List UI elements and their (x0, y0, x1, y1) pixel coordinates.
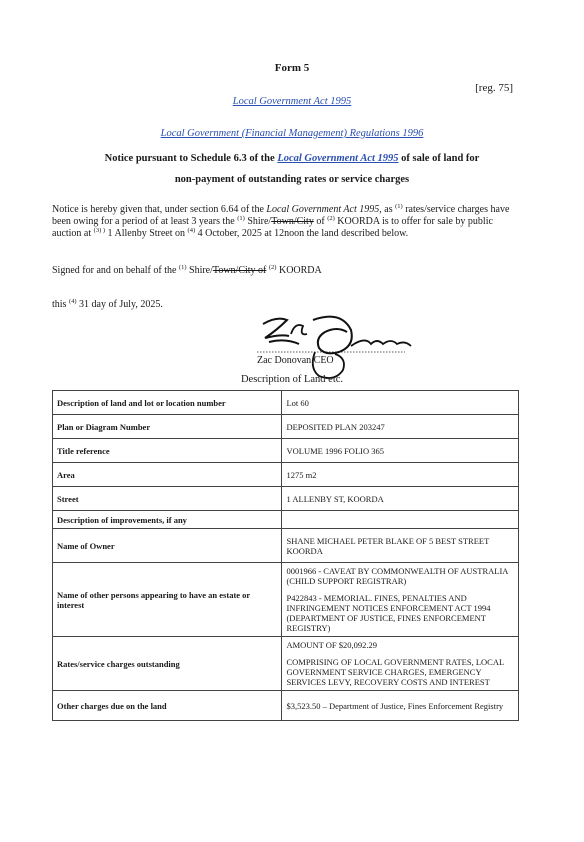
signatory-name: Zac Donovan CEO (257, 355, 334, 366)
row-value: 1 ALLENBY ST, KOORDA (282, 487, 519, 511)
heading-text: of sale of land for (398, 153, 480, 164)
row-label: Plan or Diagram Number (53, 415, 282, 439)
footnote-marker: (2) (327, 215, 335, 222)
handwritten-signature (255, 312, 415, 382)
footnote-marker: (3) ) (93, 227, 106, 234)
land-description-table (52, 390, 519, 721)
footnote-marker: (1) (237, 215, 245, 222)
row-label: Rates/service charges outstanding (53, 637, 282, 691)
row-label: Name of Owner (53, 529, 282, 563)
notice-paragraph: Notice is hereby given that, under section 6.64 of the Local Government Act 1995, as $^{(1)}$ rates/service charges have been owing for a period of at least 3 years the $^{(1)}$ Shire/Town/City of $^{(2)}$ KOORDA is to offer for sale by public auction at $^{(3) )}$ 1 Allenby Street on $^{(4)}$ 4 October, 2025 at 12noon the land described below. (52, 203, 510, 239)
table-row (53, 691, 519, 721)
charges-composition: COMPRISING OF LOCAL GOVERNMENT RATES, LOCAL GOVERNMENT SERVICE CHARGES, EMERGENCY SERVICES LEVY, RECOVERY COSTS AND INTEREST (286, 657, 504, 687)
row-value: DEPOSITED PLAN 203247 (282, 415, 519, 439)
amount-outstanding: AMOUNT OF $20,092.29 (286, 640, 377, 650)
date-line: this $^{(4)}$ 31 day of July, 2025. (52, 298, 163, 310)
row-value: SHANE MICHAEL PETER BLAKE OF 5 BEST STREET KOORDA (282, 529, 519, 563)
table-row (53, 511, 519, 529)
heading-act-link[interactable]: Local Government Act 1995 (277, 153, 399, 164)
row-value: 1275 m2 (282, 463, 519, 487)
row-label: Description of land and lot or location number (53, 391, 282, 415)
heading-text: Notice pursuant to Schedule 6.3 of the (104, 153, 278, 164)
row-label: Area (53, 463, 282, 487)
notice-heading-line2: non-payment of outstanding rates or service charges (174, 174, 410, 185)
row-label: Title reference (53, 439, 282, 463)
row-label: Street (53, 487, 282, 511)
table-row (53, 563, 519, 637)
table-row (53, 529, 519, 563)
footnote-marker: (1) (178, 264, 187, 271)
act-title-link[interactable]: Local Government Act 1995 (232, 96, 352, 107)
table-row (53, 415, 519, 439)
notice-heading-line1 (0, 153, 584, 164)
row-value (282, 637, 519, 691)
table-row (53, 487, 519, 511)
signed-on-behalf-line: Signed for and on behalf of the $^{(1)}$ Shire/Town/City of $^{(2)}$ KOORDA (52, 264, 322, 276)
regulation-reference: [reg. 75] (475, 82, 513, 94)
interest-entry: 0001966 - CAVEAT BY COMMONWEALTH OF AUSTRALIA (CHILD SUPPORT REGISTRAR) (286, 566, 508, 586)
row-value (282, 511, 519, 529)
footnote-marker: (2) (268, 264, 277, 271)
footnote-marker: (4) (68, 298, 77, 305)
footnote-marker: (4) (187, 227, 196, 234)
act-reference: Local Government Act 1995 (266, 204, 380, 215)
row-value: VOLUME 1996 FOLIO 365 (282, 439, 519, 463)
table-row (53, 391, 519, 415)
struck-text: Town/City (271, 216, 314, 227)
row-label: Name of other persons appearing to have an estate or interest (53, 563, 282, 637)
description-of-land-label: Description of Land etc. (240, 374, 344, 385)
row-value (282, 563, 519, 637)
row-label: Description of improvements, if any (53, 511, 282, 529)
footnote-marker: (1) (395, 203, 403, 210)
row-value: Lot 60 (282, 391, 519, 415)
regulations-title-link[interactable]: Local Government (Financial Management) Regulations 1996 (160, 128, 424, 139)
table-row (53, 463, 519, 487)
struck-text: Town/City of (212, 265, 267, 276)
interest-entry: P422843 - MEMORIAL. FINES, PENALTIES AND INFRINGEMENT NOTICES ENFORCEMENT ACT 1994 (DEPARTMENT OF JUSTICE, FINES ENFORCEMENT REGISTRY) (286, 593, 491, 633)
table-row (53, 637, 519, 691)
table-row (53, 439, 519, 463)
row-value: $3,523.50 – Department of Justice, Fines Enforcement Registry (282, 691, 519, 721)
row-label: Other charges due on the land (53, 691, 282, 721)
form-title: Form 5 (274, 62, 310, 74)
